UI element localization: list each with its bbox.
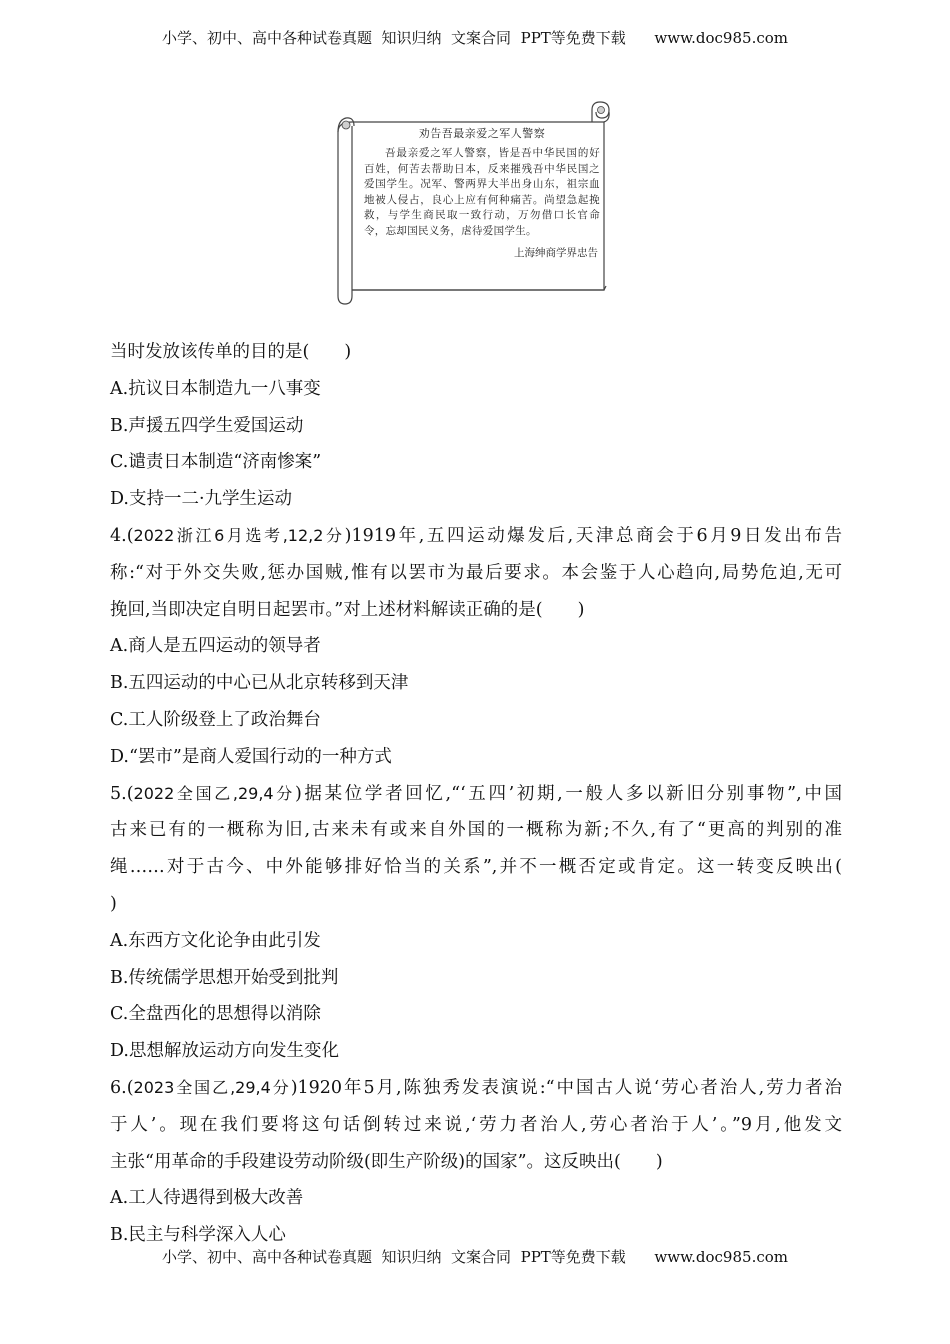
page-footer: 小学、初中、高中各种试卷真题 知识归纳 文案合同 PPT等免费下载 www.doc985.com (161, 1248, 788, 1266)
q6-line-1-text: )1920年5月,陈独秀发表演说:“中国古人说‘劳心者治人,劳力者治 (290, 1077, 842, 1098)
q4-option-d: D.“罢市”是商人爱国行动的一种方式 (110, 746, 392, 767)
q5-line-2: 古来已有的一概称为旧,古来未有或来自外国的一概称为新;不久,有了“更高的判别的准 (110, 820, 842, 841)
q4-source: 2022浙江6月选考,12,2分 (133, 525, 345, 545)
q5-source: 2022全国乙,29,4分 (133, 783, 295, 803)
q6-line-2: 于人’。现在我们要将这句话倒转过来说,‘劳力者治人,劳心者治于人’。”9月,他发文 (110, 1114, 842, 1135)
q4-line-2: 称:“对于外交失败,惩办国贼,惟有以罢市为最后要求。本会鉴于人心趋向,局势危迫,无可 (110, 562, 842, 583)
q6-line-1 (110, 1070, 842, 1107)
q6-number: 6.( (110, 1077, 134, 1098)
q3-option-c: C.谴责日本制造“济南惨案” (110, 452, 322, 473)
q5-line-4: ) (110, 893, 117, 914)
q5-option-b: B.传统儒学思想开始受到批判 (110, 967, 339, 988)
leaflet-text (364, 126, 600, 261)
q3-option-d: D.支持一二·九学生运动 (110, 489, 293, 510)
leaflet-title: 劝告吾最亲爱之军人警察 (418, 127, 546, 140)
leaflet-signature: 上海绅商学界忠告 (514, 246, 598, 259)
q4-number: 4.( (110, 525, 134, 546)
q5-line-1 (110, 776, 842, 813)
q5-option-a: A.东西方文化论争由此引发 (110, 930, 321, 951)
q6-option-b: B.民主与科学深入人心 (110, 1225, 286, 1246)
q5-option-c: C.全盘西化的思想得以消除 (110, 1004, 321, 1025)
q5-line-1-text: )据某位学者回忆,“‘五四’初期,一般人多以新旧分别事物”,中国 (294, 783, 842, 804)
q4-option-c: C.工人阶级登上了政治舞台 (110, 709, 321, 730)
q4-option-b: B.五四运动的中心已从北京转移到天津 (110, 673, 409, 694)
q3-stem: 当时发放该传单的目的是( ) (110, 342, 352, 362)
q3-option-a: A.抗议日本制造九一八事变 (110, 378, 321, 399)
q4-option-a: A.商人是五四运动的领导者 (110, 636, 321, 657)
leaflet-scroll-image (334, 100, 616, 306)
q5-number: 5.( (110, 783, 134, 804)
q6-option-a: A.工人待遇得到极大改善 (110, 1188, 304, 1209)
q6-line-3: 主张“用革命的手段建设劳动阶级(即生产阶级)的国家”。这反映出( ) (110, 1151, 663, 1172)
leaflet-body: 吾最亲爱之军人警察，皆是吾中华民国的好百姓，何苦去帮助日本，反来摧残吾中华民国之爱国学生。况军、警两界大半出身山东，祖宗血地被人侵占，良心上应有何种痛苦。尚望急起挽救，与学生商民取一致行动，万勿借口长官命令，忘却国民义务，虐待爱国学生。 (364, 147, 600, 237)
q3-option-b: B.声援五四学生爱国运动 (110, 415, 304, 436)
q4-line-1-text: )1919年,五四运动爆发后,天津总商会于6月9日发出布告 (344, 525, 842, 546)
q6-source: 2023全国乙,29,4分 (133, 1077, 291, 1097)
q4-line-1 (110, 518, 842, 555)
page-header: 小学、初中、高中各种试卷真题 知识归纳 文案合同 PPT等免费下载 www.doc985.com (161, 29, 788, 47)
q4-line-3: 挽回,当即决定自明日起罢市。”对上述材料解读正确的是( ) (110, 599, 585, 620)
question-content (110, 334, 842, 1254)
q5-line-3: 绳……对于古今、中外能够排好恰当的关系”,并不一概否定或肯定。这一转变反映出( (110, 857, 842, 878)
q5-option-d: D.思想解放运动方向发生变化 (110, 1041, 339, 1062)
